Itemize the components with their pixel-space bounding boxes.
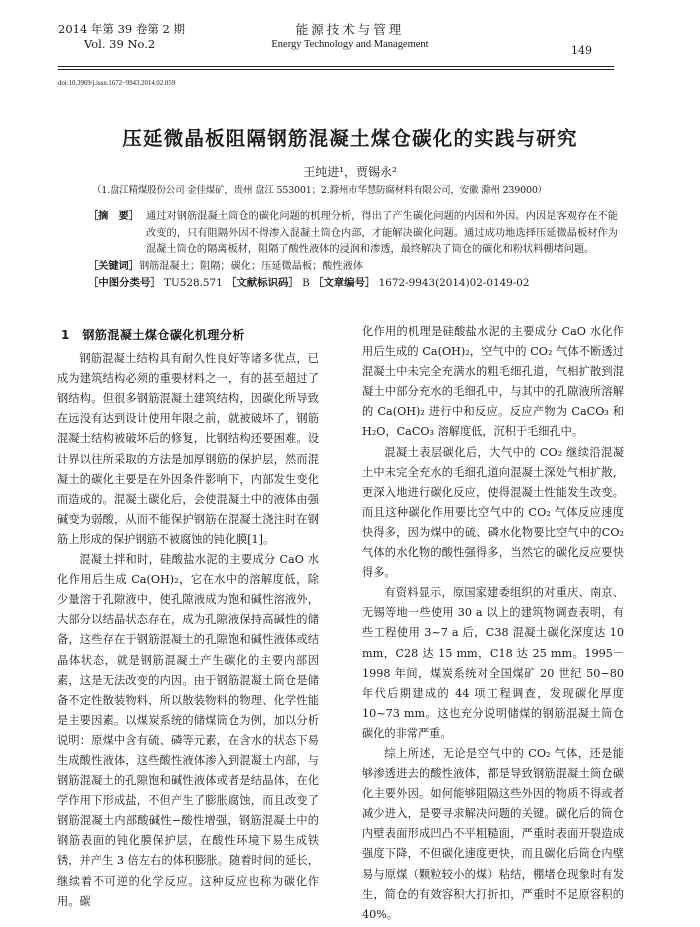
abstract-text: 通过对钢筋混凝土筒仓的碳化问题的机理分析，得出了产生碳化问题的内因和外因。内因是客观存在不能改变的，只有阻隔外因不得渗入混凝土筒仓内部，才能解决碳化问题。通过成功地选择压延微晶板材作为混凝土筒仓的隔离板材，阻隔了酸性液体的浸润和渗透，最终解决了筒仓的碳化和粉状料棚堵问题。	[146, 211, 618, 255]
journal-volume: Vol. 39 No.2	[84, 37, 156, 51]
section-heading: 1 钢筋混凝土煤仓碳化机理分析	[61, 328, 245, 342]
body-column-right	[362, 322, 624, 925]
abstract-block	[88, 209, 618, 292]
doc-code-value: B	[302, 277, 310, 289]
running-header-center	[0, 22, 700, 52]
clc-value: TU528.571	[164, 277, 223, 289]
header-rule-thin	[58, 69, 614, 70]
keywords-label: ［关键词］	[88, 260, 139, 272]
body-paragraph: 综上所述，无论是空气中的 CO₂ 气体，还是能够渗透进去的酸性液体，都是导致钢筋混凝土筒仓碳化主要外因。如何能够阻隔这些外因的物质不得或者减少进入，是要寻求解决问题的关键。碳化后的筒仓内壁表面形成凹凸不平粗糙面，严重时表面开裂造成强度下降，不但碳化速度更快，而且碳化后筒仓内壁易与原煤（颗粒较小的煤）粘结，棚堵仓现象时有发生，简仓的有效容积大打折扣，严重时不足原容积的 40%。	[362, 746, 624, 921]
journal-name-cn: 能源技术与管理	[295, 22, 405, 37]
article-number-label: ［文章编号］	[313, 277, 376, 289]
journal-name-en: Energy Technology and Management	[271, 39, 429, 50]
doi: doi:10.3969/j.issn.1672−9943.2014.02.059	[58, 80, 176, 87]
header-rule	[58, 66, 614, 67]
abstract	[88, 209, 618, 259]
affiliation: （1.盘江精煤股份公司 金佳煤矿，贵州 盘江 553001；2.滁州市华慧防腐材料有限公司，安徽 滁州 239000）	[92, 185, 547, 196]
clc-label: ［中图分类号］	[88, 277, 161, 289]
article-title: 压延微晶板阻隔钢筋混凝土煤仓碳化的实践与研究	[122, 127, 578, 150]
authors: 王纯进¹，贾锡永²	[303, 165, 397, 179]
keywords	[88, 259, 618, 276]
classification-line	[88, 275, 618, 292]
body-paragraph: 混凝土表层碳化后，大气中的 CO₂ 继续沿混凝土中未完全充水的毛细孔道向混凝土深处气相扩散，更深入地进行碳化反应，使得混凝土性能发生改变。而且这种碳化作用要比空气中的 CO₂ 气体反应速度快得多，因为煤中的硫、磷水化物要比空气中的CO₂ 气体的水化物的酸性强得多，当然它的碳化反应要快得多。	[362, 445, 624, 580]
body-paragraph: 化作用的机理是硅酸盐水泥的主要成分 CaO 水化作用后生成的 Ca(OH)₂，空气中的 CO₂ 气体不断透过混凝土中未完全充满水的粗毛细孔道，气相扩散到混凝土中部分充水的毛细孔中，与其中的孔隙液所溶解的 Ca(OH)₂ 进行中和反应。反应产物为 CaCO₃ 和 H₂O，CaCO₃ 溶解度低，沉积于毛细孔中。	[362, 325, 624, 439]
page-number: 149	[571, 44, 592, 57]
body-paragraph: 钢筋混凝土结构具有耐久性良好等诸多优点，已成为建筑结构必须的重要材料之一，有的甚至超过了钢结构。但很多钢筋混凝土建筑结构，因碳化所导致在远没有达到设计使用年限之前，就被破坏了，钢筋混凝土结构被破坏后的修复，比钢结构还要困难。设计界以往所采取的方法是加厚钢筋的保护层，然而混凝土的碳化主要是在外因条件影响下，内部发生变化而造成的。混凝土碳化后，会使混凝土中的液体由强碱变为弱酸，从而不能保护钢筋在混凝土浇注时在钢筋上形成的保护钢筋不被腐蚀的钝化膜[1]。	[57, 352, 319, 546]
body-column-left	[57, 323, 319, 912]
doc-code-label: ［文献标识码］	[226, 277, 299, 289]
journal-issue: 2014 年第 39 卷第 2 期	[58, 22, 185, 36]
article-number-value: 1672-9943(2014)02-0149-02	[378, 277, 530, 289]
body-paragraph: 有资料显示，原国家建委组织的对重庆、南京、无锡等地一些使用 30 a 以上的建筑物调查表明，有些工程使用 3~7 a 后，C38 混凝土碳化深度达 10 mm，C28 达 15 mm，C18 达 25 mm。1995－1998 年间，煤炭系统对全国煤矿 20 世纪 50−80 年代后期建成的 44 项工程调查，发现碳化厚度 10~73 mm。这也充分说明储煤的钢筋混凝土筒仓碳化的非常严重。	[362, 586, 624, 740]
abstract-label: ［摘 要］	[88, 211, 139, 222]
body-paragraph: 混凝土拌和时，硅酸盐水泥的主要成分 CaO 水化作用后生成 Ca(OH)₂，它在水中的溶解度低，除少量溶于孔隙液中，使孔隙液成为饱和碱性溶液外，大部分以结晶状态存在，成为孔隙液保持高碱性的储备，这些存在于钢筋混凝土的孔隙饱和碱性液体或结晶体状态，就是钢筋混凝土产生碳化的主要内部因素，这是无法改变的内因。由于钢筋混凝土筒仓是储备不定性散装物料，所以散装物料的物理、化学性能是主要因素。以煤炭系统的储煤筒仓为例，加以分析说明：原煤中含有硫、磷等元素，在含水的状态下易生成酸性液体，这些酸性液体渗入到混凝土内部，与钢筋混凝土的孔隙饱和碱性液体或者是结晶体，在化学作用下形成盐，不但产生了膨胀腐蚀，而且改变了钢筋混凝土内部酸碱性−酸性增强，钢筋混凝土中的钢筋表面的钝化膜保护层，在酸性环境下易生成铁锈，并产生 3 倍左右的体积膨胀。随着时间的延长，继续着不可逆的化学反应。这种反应也称为碳化作用。碳	[57, 553, 319, 908]
keywords-text: 钢筋混凝土；阻隔；碳化；压延微晶板；酸性液体	[138, 260, 364, 272]
